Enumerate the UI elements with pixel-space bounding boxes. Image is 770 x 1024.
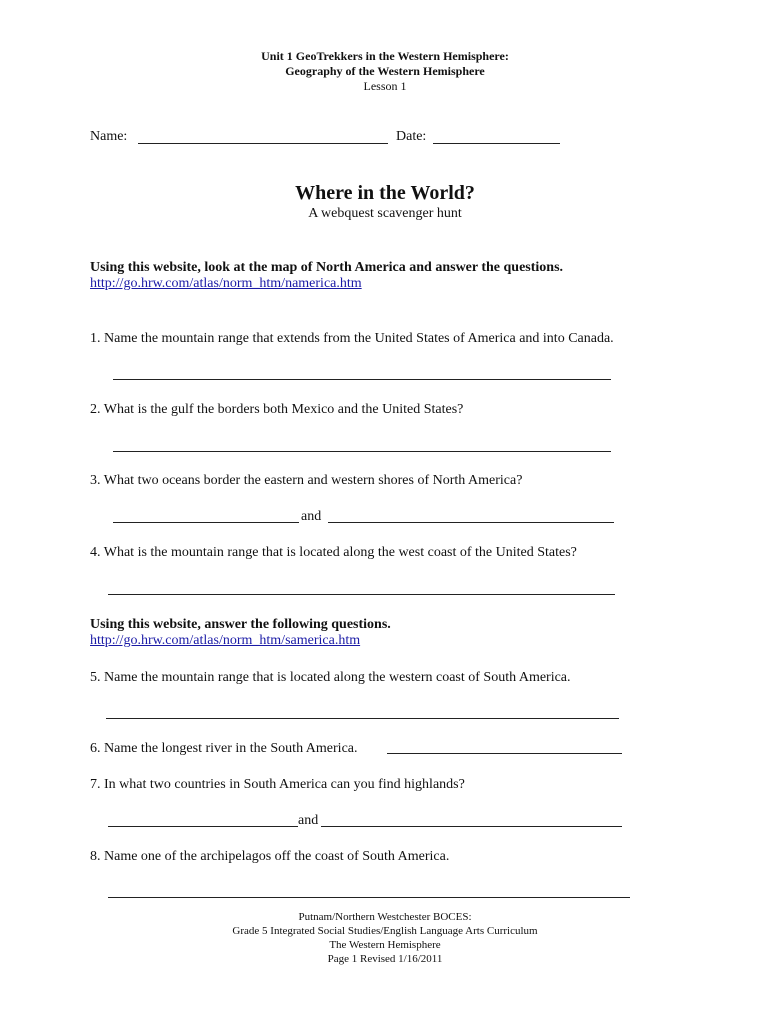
date-field[interactable] (433, 143, 560, 144)
page-title: Where in the World? (295, 182, 475, 204)
answer-2-field[interactable] (113, 451, 611, 452)
answer-8-field[interactable] (108, 897, 630, 898)
question-1: 1. Name the mountain range that extends from the United States of America and into Canada. (90, 331, 614, 346)
question-2: 2. What is the gulf the borders both Mexico and the United States? (90, 402, 464, 417)
date-label: Date: (396, 129, 427, 144)
north-america-link[interactable]: http://go.hrw.com/atlas/norm_htm/namerica.htm (90, 276, 362, 291)
answer-1-field[interactable] (113, 379, 611, 380)
answer-3a-field[interactable] (113, 522, 299, 523)
page-subtitle: A webquest scavenger hunt (308, 206, 462, 221)
question-4: 4. What is the mountain range that is located along the west coast of the United States? (90, 545, 577, 560)
south-america-link[interactable]: http://go.hrw.com/atlas/norm_htm/samerica.htm (90, 633, 361, 648)
answer-6-field[interactable] (387, 753, 622, 754)
and-label-7: and (298, 813, 319, 828)
answer-7b-field[interactable] (321, 826, 622, 827)
unit-title: Unit 1 GeoTrekkers in the Western Hemisphere: (261, 49, 509, 63)
footer-unit: The Western Hemisphere (329, 939, 441, 951)
answer-5-field[interactable] (106, 718, 619, 719)
answer-4-field[interactable] (108, 594, 615, 595)
name-label: Name: (90, 129, 128, 144)
question-6: 6. Name the longest river in the South America. (90, 741, 358, 756)
and-label-3: and (301, 509, 322, 524)
lesson-label: Lesson 1 (363, 79, 407, 93)
footer-curriculum: Grade 5 Integrated Social Studies/English Language Arts Curriculum (232, 925, 538, 937)
footer-page-info: Page 1 Revised 1/16/2011 (327, 953, 443, 965)
unit-subtitle: Geography of the Western Hemisphere (285, 64, 485, 78)
section2-instruction: Using this website, answer the following questions. (90, 617, 391, 632)
section1-instruction: Using this website, look at the map of North America and answer the questions. (90, 260, 564, 275)
footer-org: Putnam/Northern Westchester BOCES: (298, 911, 472, 923)
answer-3b-field[interactable] (328, 522, 614, 523)
answer-7a-field[interactable] (108, 826, 298, 827)
question-3: 3. What two oceans border the eastern and western shores of North America? (90, 473, 523, 488)
name-field[interactable] (138, 143, 388, 144)
question-8: 8. Name one of the archipelagos off the coast of South America. (90, 849, 450, 864)
question-7: 7. In what two countries in South America can you find highlands? (90, 777, 465, 792)
question-5: 5. Name the mountain range that is located along the western coast of South America. (90, 670, 571, 685)
